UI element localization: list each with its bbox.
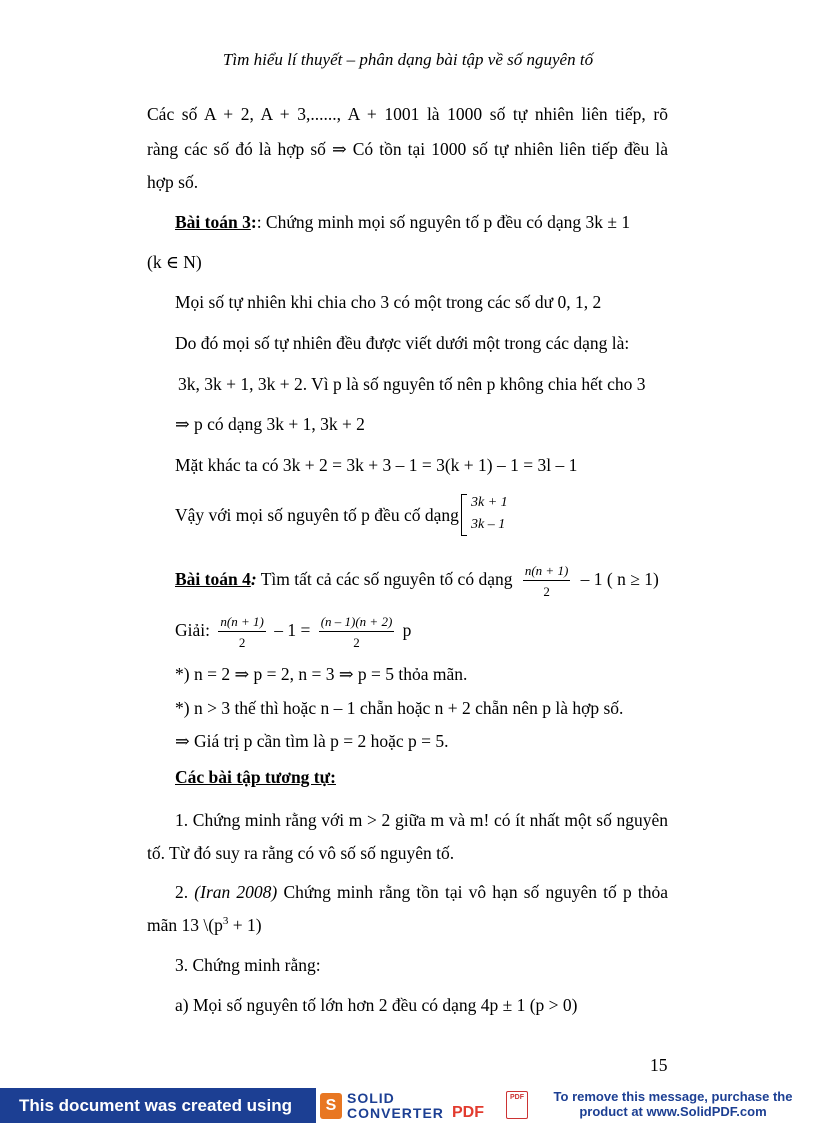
system-row: 3k + 1 — [471, 495, 508, 510]
paragraph-line: Các số A + 2, A + 3,......, A + 1001 là 1000 số tự nhiên liên tiếp, rõ — [147, 104, 668, 124]
banner-text: This document was created using — [0, 1088, 316, 1123]
solution-line: Mọi số tự nhiên khi chia cho 3 có một trong các số dư 0, 1, 2 — [175, 292, 602, 312]
solid-converter-logo: S SOLID CONVERTER PDF — [320, 1090, 515, 1121]
solution-line: *) n = 2 ⇒ p = 2, n = 3 ⇒ p = 5 thỏa mãn. — [175, 664, 468, 684]
solution-line: Do đó mọi số tự nhiên đều được viết dưới một trong các dạng là: — [175, 333, 630, 353]
solution-line: ⇒ p có dạng 3k + 1, 3k + 2 — [175, 414, 365, 434]
solution-line: 3k, 3k + 1, 3k + 2. Vì p là số nguyên tố nên p không chia hết cho 3 — [178, 374, 646, 394]
fraction: $\frac{n(n + 1)}{2}$ — [524, 563, 569, 599]
problem-4-text: Tìm tất cả các số nguyên tố có dạng — [256, 569, 513, 590]
problem-3-cont: (k ∈ N) — [147, 252, 202, 272]
bracket-system — [461, 494, 512, 536]
paragraph-line: hợp số. — [147, 172, 199, 192]
conclusion-line: Vậy với mọi số nguyên tố p đều cố dạng — [175, 505, 459, 525]
exercise-3a-line: a) Mọi số nguyên tố lớn hơn 2 đều có dạng 4p ± 1 (p > 0) — [175, 995, 578, 1015]
watermark-banner — [0, 1088, 816, 1123]
solution-line: Mặt khác ta có 3k + 2 = 3k + 3 – 1 = 3(k + 1) – 1 = 3l – 1 — [175, 455, 578, 475]
paragraph-line: ràng các số đó là hợp số ⇒ Có tồn tại 1000 số tự nhiên liên tiếp đều là — [147, 139, 668, 159]
solidpdf-link[interactable]: www.SolidPDF.com — [646, 1104, 767, 1119]
section-heading: Các bài tập tương tự: — [175, 767, 336, 787]
pdf-file-icon: PDF — [506, 1091, 528, 1119]
page-header: Tìm hiểu lí thuyết – phân dạng bài tập về số nguyên tố — [222, 50, 594, 69]
page-number: 15 — [650, 1055, 668, 1075]
solution-line: ⇒ Giá trị p cần tìm là p = 2 hoặc p = 5. — [175, 731, 449, 751]
exercise-3-line: 3. Chứng minh rằng: — [175, 955, 321, 975]
fraction: $\frac{n(n + 1)}{2}$ — [220, 614, 264, 650]
problem-3-text: : Chứng minh mọi số nguyên tố p đều có dạng 3k ± 1 — [256, 212, 631, 232]
system-row: 3k – 1 — [471, 517, 506, 532]
problem-3-heading: Bài toán 3:: Chứng minh mọi số nguyên tố p đều có dạng 3k ± 1 — [175, 212, 631, 232]
problem-4-label: Bài toán 4 — [175, 569, 251, 590]
banner-purchase-message: To remove this message, purchase the product at www.SolidPDF.com — [553, 1089, 793, 1119]
solution-equation: Giải: $\frac{n(n + 1)}{2}$ – 1 = $\frac{(n - 1)(n + 2)}{2}$ p — [175, 614, 412, 650]
problem-4-heading: Bài toán 4: Tìm tất cả các số nguyên tố có dạng $\frac{n(n + 1)}{2}$ – 1 ( n ≥ 1) — [175, 563, 659, 599]
exercise-2-line: mãn 13 $\backslash(p^3 + 1)$ — [147, 915, 262, 935]
fraction: $\frac{(n - 1)(n + 2)}{2}$ — [320, 614, 393, 650]
problem-3-label: Bài toán 3 — [175, 212, 251, 232]
solution-line: *) n > 3 thế thì hoặc n – 1 chẵn hoặc n + 2 chẵn nên p là hợp số. — [175, 698, 624, 718]
exercise-1-line: tố. Từ đó suy ra rằng có vô số số nguyên tố. — [147, 843, 455, 863]
logo-icon: S — [320, 1093, 342, 1119]
exercise-2-line: 2. (Iran 2008) Chứng minh rằng tồn tại vô hạn số nguyên tố p thỏa — [175, 882, 668, 902]
exercise-1-line: 1. Chứng minh rằng với m > 2 giữa m và m! có ít nhất một số nguyên — [175, 810, 668, 830]
